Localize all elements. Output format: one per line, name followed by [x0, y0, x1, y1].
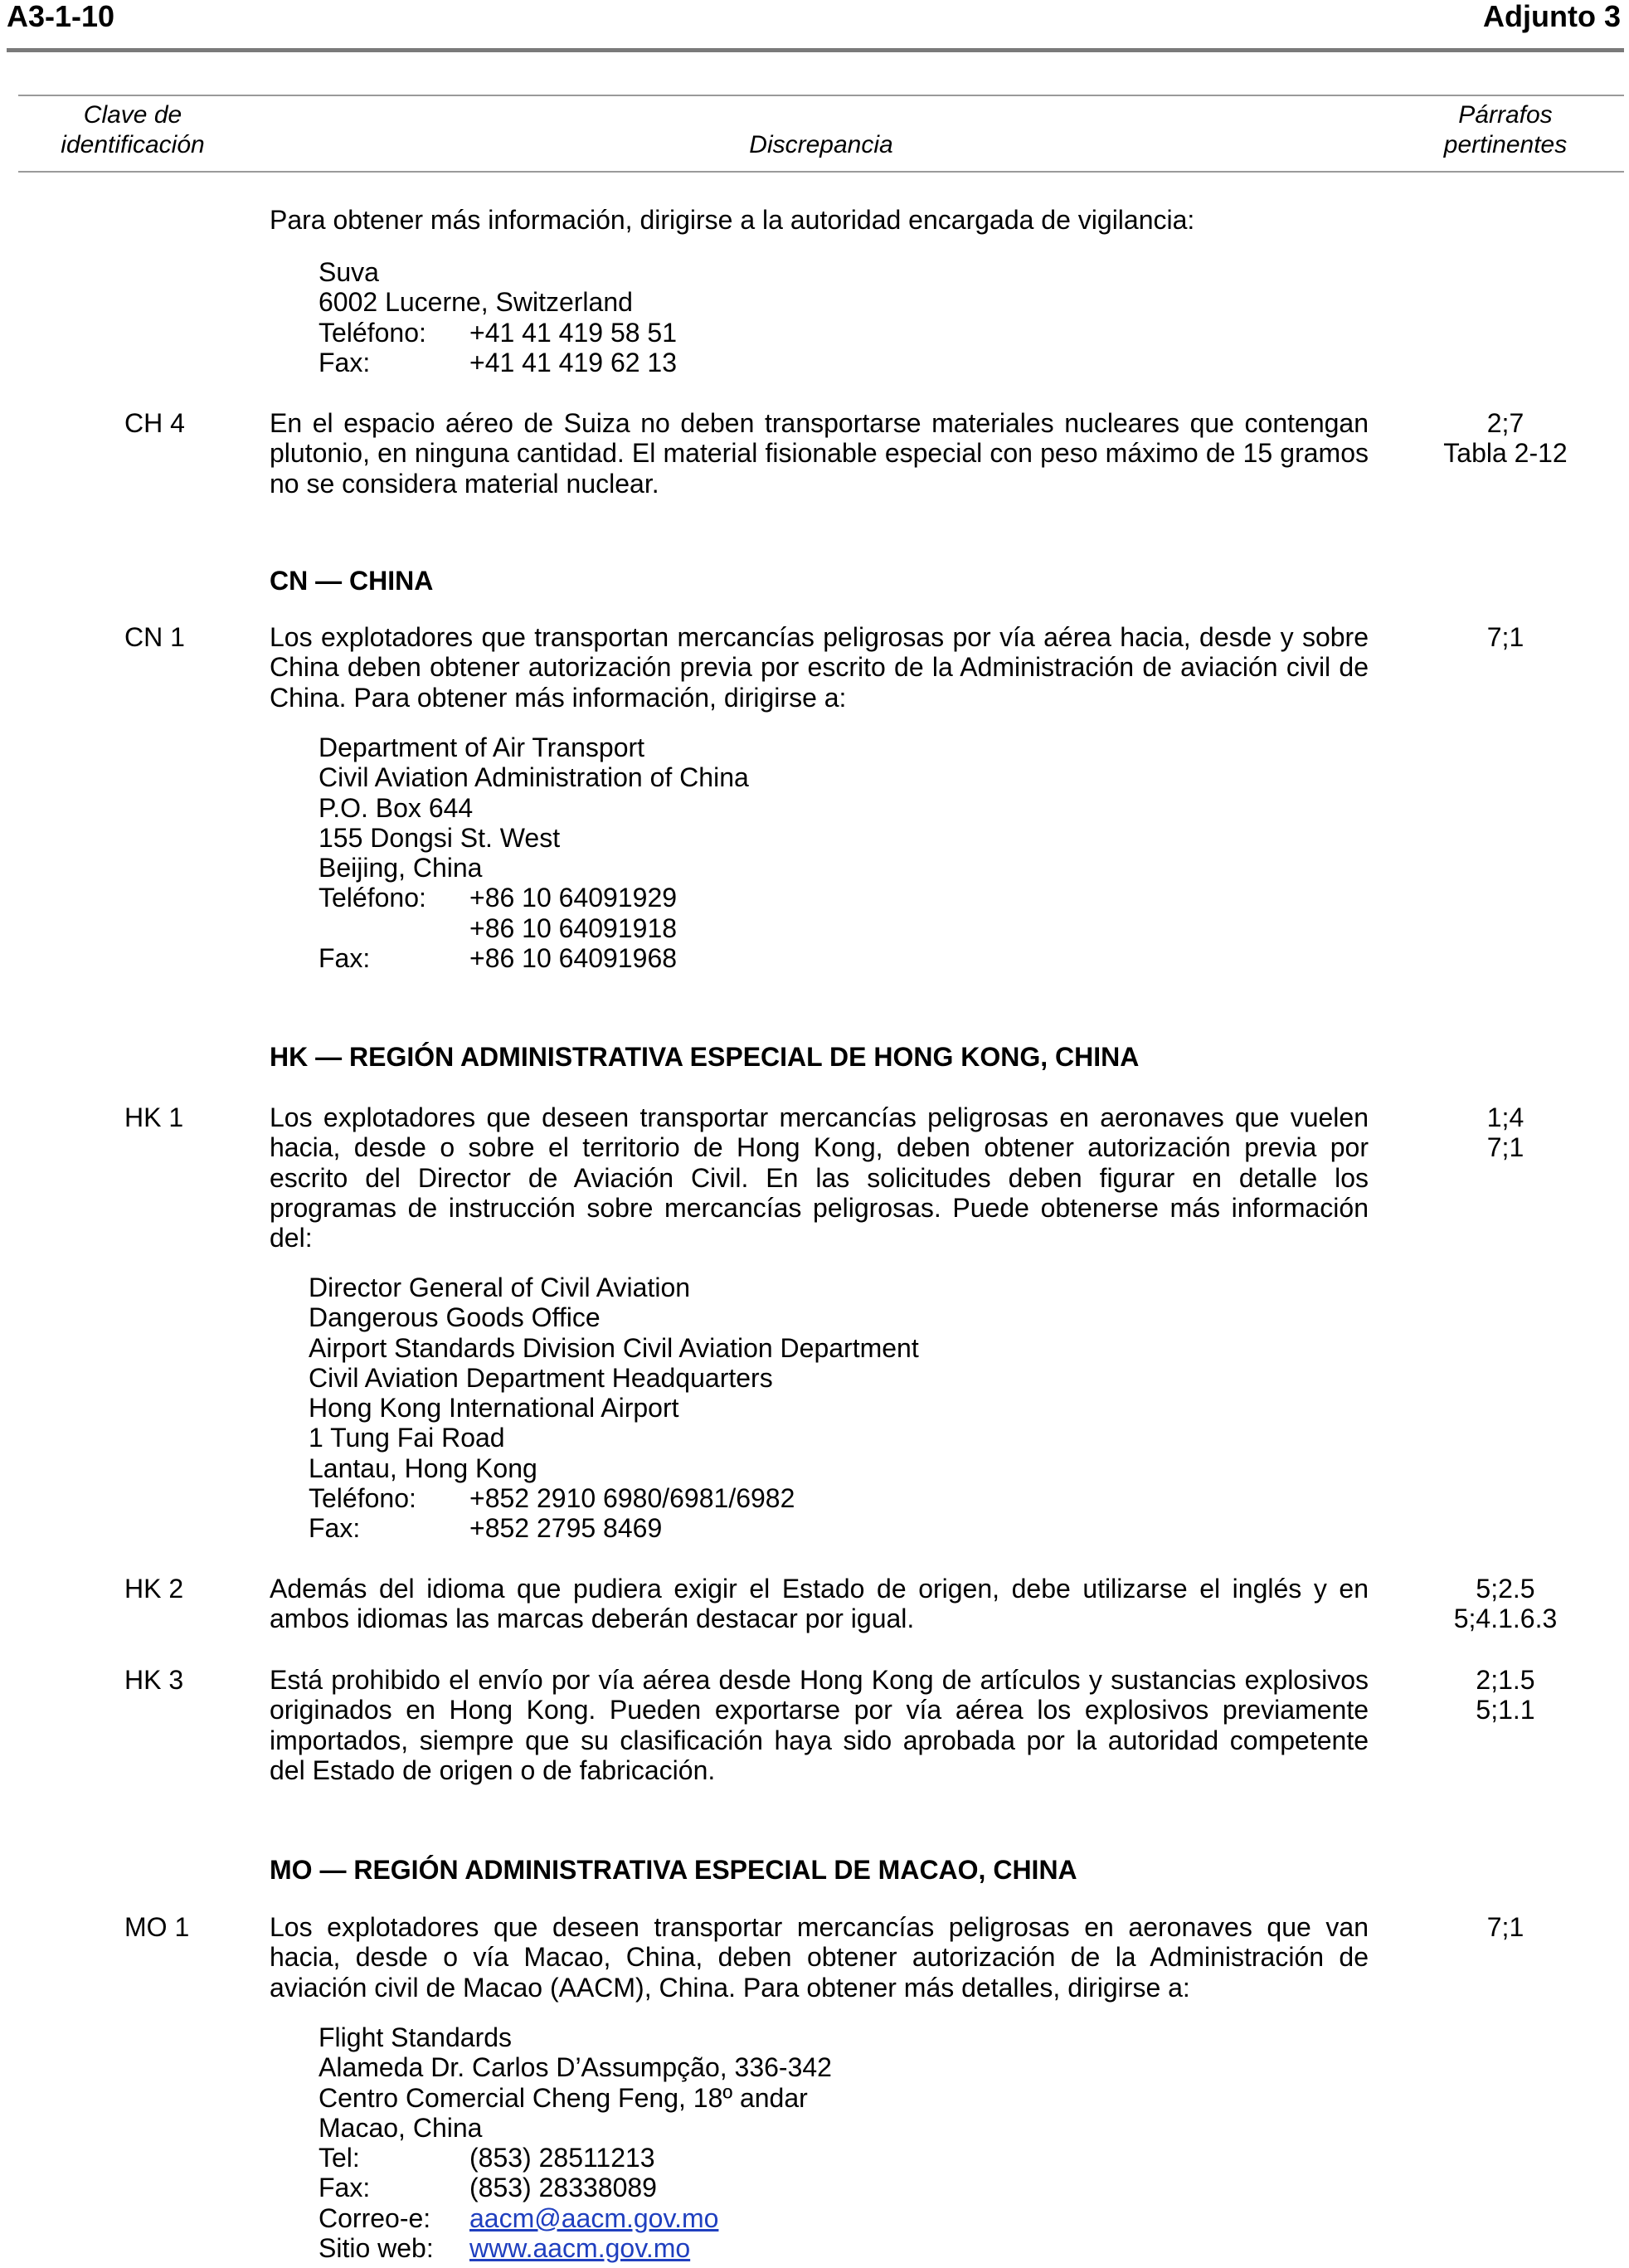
- entry-key-mo1: MO 1: [124, 1912, 190, 1942]
- entry-refs-hk1: [1410, 1102, 1601, 1163]
- website-label: Sitio web:: [319, 2233, 434, 2264]
- ref-item: 2;7: [1486, 408, 1524, 438]
- entry-key-hk2: HK 2: [124, 1574, 184, 1604]
- phone-line: [309, 1483, 1387, 1513]
- entry-refs-ch4: [1410, 408, 1601, 469]
- address-line: 155 Dongsi St. West: [319, 822, 561, 853]
- fax-value: +41 41 419 62 13: [469, 347, 678, 377]
- address-line: Director General of Civil Aviation: [309, 1273, 691, 1302]
- address-line: Beijing, China: [319, 853, 483, 883]
- fax-line: [309, 1513, 1387, 1543]
- fax-label: Fax:: [319, 347, 371, 377]
- column-header-key: Clave de identificación: [61, 101, 205, 158]
- phone-label: Teléfono:: [309, 1483, 416, 1514]
- phone-value: +41 41 419 58 51: [469, 317, 678, 348]
- column-header-paragraphs: Párrafos pertinentes: [1443, 101, 1568, 158]
- fax-label: Fax:: [319, 943, 371, 974]
- entry-text-cn1: Los explotadores que transportan mercancías peligrosas por vía aérea hacia, desde y sobre China deben obtener autorización previa por escrito de la Administración de aviación civil de China. Para obtener más información, dirigirse a:: [270, 622, 1369, 713]
- address-line: Suva: [319, 257, 379, 287]
- fax-value: +852 2795 8469: [469, 1513, 663, 1544]
- entry-refs-hk3: [1410, 1665, 1601, 1725]
- tel-line: [319, 2143, 1397, 2173]
- page-number: A3-1-10: [7, 0, 115, 33]
- table-top-rule: [18, 95, 1624, 96]
- address-line: Macao, China: [319, 2112, 483, 2143]
- hk-address: [309, 1273, 1387, 1544]
- cn-address: [319, 732, 1397, 973]
- fax-line: [319, 2173, 1397, 2202]
- phone-value: +86 10 64091929: [469, 883, 678, 913]
- ref-item: 5;4.1.6.3: [1453, 1604, 1558, 1634]
- ref-item: 5;2.5: [1476, 1574, 1535, 1604]
- ref-item: 2;1.5: [1476, 1665, 1535, 1695]
- website-line: [319, 2233, 1397, 2263]
- entry-key-ch4: CH 4: [124, 408, 185, 438]
- address-line: Civil Aviation Administration of China: [319, 762, 749, 793]
- entry-text-ch4: En el espacio aéreo de Suiza no deben transportarse materiales nucleares que contengan plutonio, en ninguna cantidad. El material fisionable especial con peso máximo de 15 gramos no se considera material nuclear.: [270, 408, 1369, 499]
- attachment-label: Adjunto 3: [1483, 0, 1621, 33]
- fax-label: Fax:: [309, 1513, 361, 1544]
- ref-item: 7;1: [1486, 1132, 1524, 1163]
- column-header-discrepancy: Discrepancia: [749, 131, 893, 158]
- section-title-mo: MO — REGIÓN ADMINISTRATIVA ESPECIAL DE MACAO, CHINA: [270, 1855, 1077, 1885]
- entry-refs-hk2: [1410, 1574, 1601, 1634]
- section-title-hk: HK — REGIÓN ADMINISTRATIVA ESPECIAL DE HONG KONG, CHINA: [270, 1042, 1140, 1072]
- entry-key-hk1: HK 1: [124, 1102, 184, 1132]
- intro-address: [319, 257, 1397, 377]
- fax-value: (853) 28338089: [469, 2173, 657, 2203]
- address-line: P.O. Box 644: [319, 792, 474, 823]
- fax-label: Fax:: [319, 2173, 371, 2203]
- phone-line: [319, 883, 1397, 913]
- mo-address: [319, 2022, 1397, 2263]
- address-line: Flight Standards: [319, 2022, 513, 2052]
- entry-text-hk1: Los explotadores que deseen transportar mercancías peligrosas en aeronaves que vuelen hacia, desde o sobre el territorio de Hong Kong, deben obtener autorización previa por escrito del Director de Aviación Civil. En las solicitudes deben figurar en detalle los programas de instrucción sobre mercancías peligrosas. Puede obtenerse más información del:: [270, 1102, 1369, 1253]
- entry-key-cn1: CN 1: [124, 622, 185, 652]
- ref-item: Tabla 2-12: [1443, 438, 1568, 469]
- entry-refs-mo1: [1410, 1912, 1601, 1942]
- address-line: Lantau, Hong Kong: [309, 1453, 537, 1483]
- phone-value: +86 10 64091918: [469, 913, 678, 943]
- fax-line: [319, 943, 1397, 973]
- entry-text-hk2: Además del idioma que pudiera exigir el Estado de origen, debe utilizarse el inglés y en ambos idiomas las marcas deberán destacar por igual.: [270, 1574, 1369, 1634]
- address-line: Department of Air Transport: [319, 732, 645, 762]
- address-line: Hong Kong International Airport: [309, 1393, 679, 1424]
- address-line: Centro Comercial Cheng Feng, 18º andar: [319, 2082, 808, 2113]
- email-label: Correo-e:: [319, 2202, 431, 2233]
- phone-line: [319, 318, 1397, 348]
- ref-item: 7;1: [1486, 1912, 1524, 1942]
- address-line: Civil Aviation Department Headquarters: [309, 1362, 773, 1393]
- website-link[interactable]: www.aacm.gov.mo: [469, 2233, 691, 2264]
- phone-value: +852 2910 6980/6981/6982: [469, 1483, 795, 1514]
- entry-refs-cn1: [1410, 622, 1601, 652]
- phone-label: Teléfono:: [319, 883, 426, 913]
- header-rule: [7, 48, 1624, 52]
- entry-key-hk3: HK 3: [124, 1665, 184, 1695]
- fax-value: +86 10 64091968: [469, 943, 678, 974]
- address-line: 6002 Lucerne, Switzerland: [319, 287, 633, 318]
- phone-label: Teléfono:: [319, 317, 426, 348]
- tel-value: (853) 28511213: [469, 2143, 655, 2173]
- ref-item: 7;1: [1486, 622, 1524, 652]
- entry-text-hk3: Está prohibido el envío por vía aérea desde Hong Kong de artículos y sustancias explosivos originados en Hong Kong. Pueden exportarse por vía aérea los explosivos previamente importados, siempre que su clasificación haya sido aprobada por la autoridad competente del Estado de origen o de fabricación.: [270, 1665, 1369, 1785]
- table-header-rule: [18, 171, 1624, 173]
- address-line: 1 Tung Fai Road: [309, 1423, 505, 1453]
- address-line: Alameda Dr. Carlos D’Assumpção, 336-342: [319, 2052, 832, 2083]
- fax-line: [319, 348, 1397, 377]
- ref-item: 1;4: [1486, 1102, 1524, 1132]
- phone-line: [319, 913, 1397, 943]
- intro-text: Para obtener más información, dirigirse a la autoridad encargada de vigilancia:: [270, 205, 1195, 235]
- ref-item: 5;1.1: [1476, 1695, 1535, 1725]
- entry-text-mo1: Los explotadores que deseen transportar mercancías peligrosas en aeronaves que van hacia, desde o vía Macao, China, deben obtener autorización de la Administración de aviación civil de Macao (AACM), China. Para obtener más detalles, dirigirse a:: [270, 1912, 1369, 2003]
- address-line: Airport Standards Division Civil Aviation Department: [309, 1332, 919, 1363]
- address-line: Dangerous Goods Office: [309, 1302, 601, 1333]
- tel-label: Tel:: [319, 2143, 360, 2173]
- email-link[interactable]: aacm@aacm.gov.mo: [469, 2202, 719, 2233]
- email-line: [319, 2203, 1397, 2233]
- section-title-cn: CN — CHINA: [270, 566, 434, 596]
